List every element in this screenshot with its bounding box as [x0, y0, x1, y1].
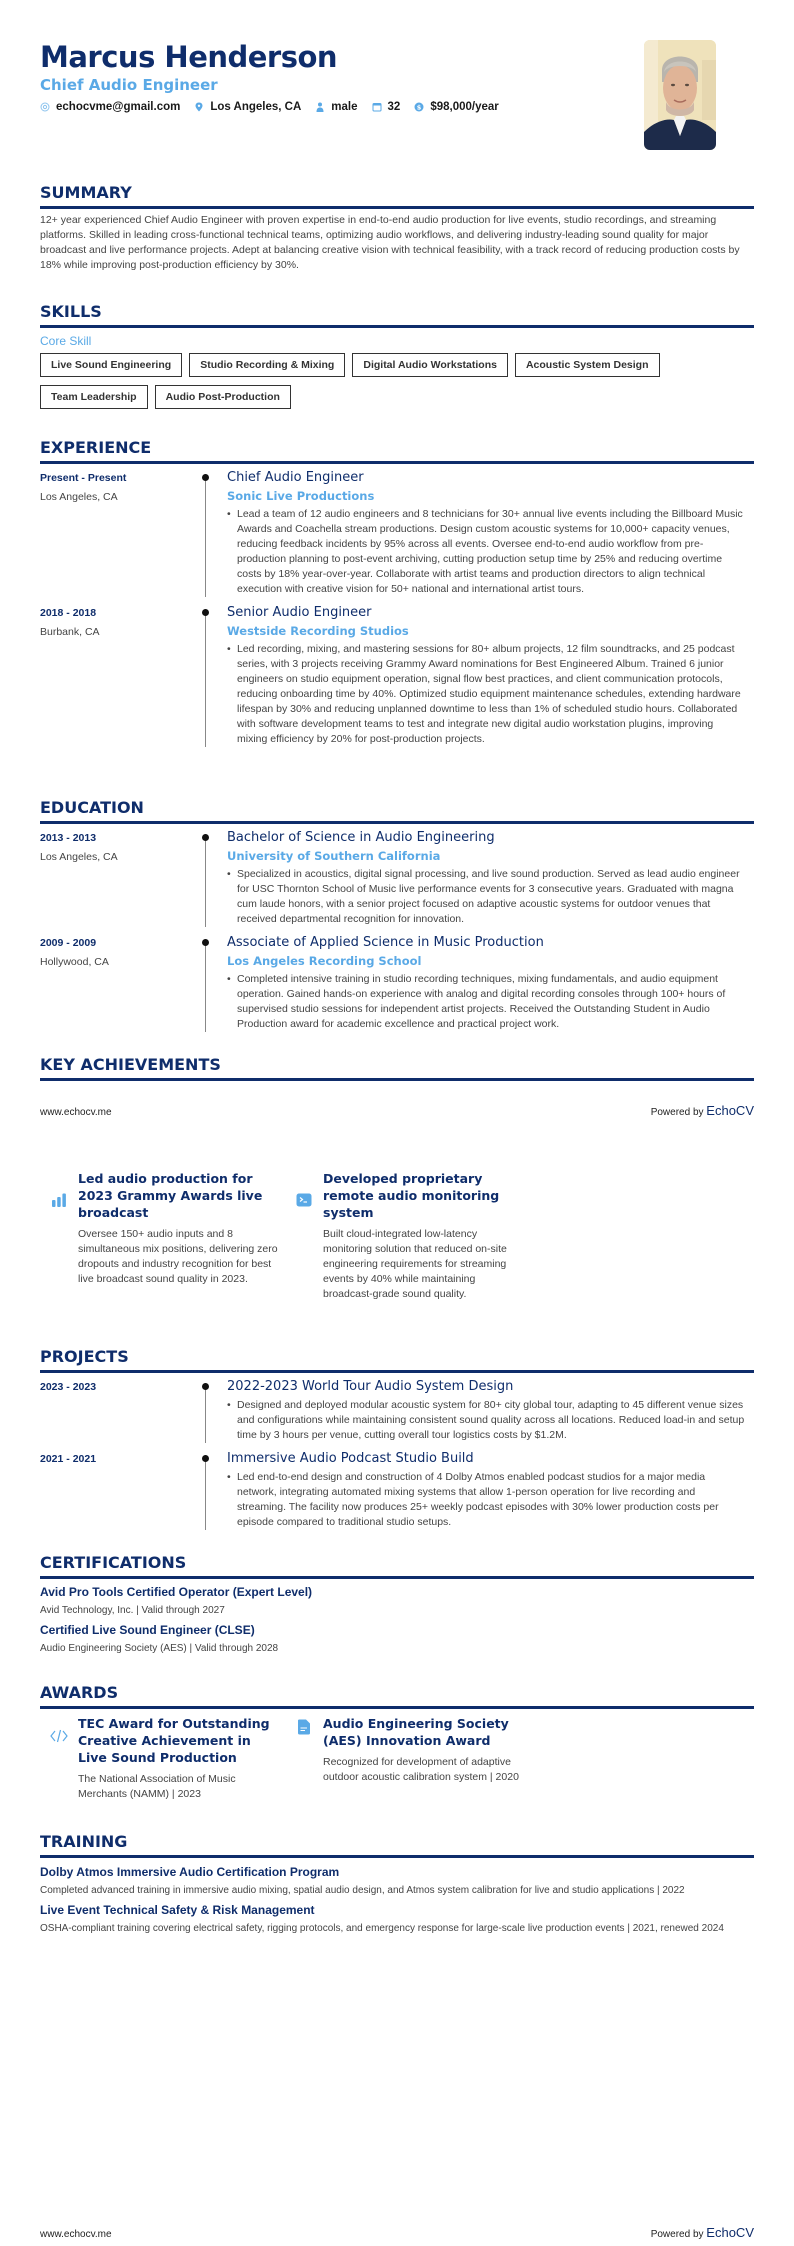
email-text: echocvme@gmail.com — [56, 101, 181, 113]
achievement-card — [285, 1170, 530, 1302]
skill-chip: Studio Recording & Mixing — [189, 353, 345, 377]
entry-bullet: • Led recording, mixing, and mastering sessions for 80+ album projects, 12 film soundtracks, and 25 podcast series, with 3 projects receiving Grammy Award nominations for Best Engineered Album. Trained 6 junior engineers on studio equipment operation, signal flow best practices, and client communication protocols, reducing onboarding time by 40%. Optimized studio equipment maintenance schedules, extending hardware lifespan by 30% and reducing unplanned downtime to less than 1% of scheduled studio hours. Collaborated with software development teams to test and integrate new digital audio workstation plugins, improving mixing efficiency by 20% for post-production projects. — [227, 642, 754, 747]
gender-text: male — [331, 101, 358, 113]
timeline-line — [205, 939, 206, 1032]
entry-title: Chief Audio Engineer — [227, 470, 364, 485]
bullet-text: Specialized in acoustics, digital signal processing, and live sound production. Served as lead audio engineer for USC Thornton School of Music live performance events for 3 consecutive years. Graduated with magna cum laude honors, with a senior project focused on adaptive acoustic systems for outdoor venues that received departmental recognition for innovation. — [237, 868, 740, 925]
achievements-section — [40, 1055, 754, 1081]
education-entry — [40, 830, 754, 927]
certification-name: Certified Live Sound Engineer (CLSE) — [40, 1623, 255, 1637]
contact-salary — [414, 101, 498, 113]
entry-location: Los Angeles, CA — [40, 851, 118, 863]
entry-dates: 2023 - 2023 — [40, 1381, 97, 1393]
entry-bullet: • Specialized in acoustics, digital signal processing, and live sound production. Served as lead audio engineer for USC Thornton School of Music live performance events for 3 consecutive years. Graduated with magna cum laude honors, with a senior project focused on adaptive acoustic systems for outdoor venues that received departmental recognition for innovation. — [227, 867, 754, 927]
contact-gender — [315, 101, 357, 113]
timeline-dot — [202, 474, 209, 481]
at-icon — [40, 102, 50, 112]
entry-bullet: • Completed intensive training in studio recording techniques, mixing fundamentals, and audio equipment operation. Gained hands-on experience with analog and digital recording consoles through 100+ hours of supervised studio sessions for independent artist projects. Received the Outstanding Student in Audio Production award for academic excellence and practical project work. — [227, 972, 754, 1032]
training-detail: OSHA-compliant training covering electrical safety, rigging protocols, and emergency response for large-scale live production events | 2021, renewed 2024 — [40, 1923, 724, 1934]
resume-header — [40, 40, 754, 155]
document-icon — [297, 1719, 311, 1735]
entry-dates: Present - Present — [40, 472, 127, 484]
timeline-line — [205, 609, 206, 747]
award-desc: Recognized for development of adaptive outdoor acoustic calibration system | 2020 — [323, 1756, 519, 1783]
entry-location: Hollywood, CA — [40, 956, 109, 968]
section-heading: EXPERIENCE — [40, 438, 152, 457]
contact-age — [372, 101, 401, 113]
certification-detail: Avid Technology, Inc. | Valid through 2027 — [40, 1605, 225, 1616]
experience-entry — [40, 605, 754, 747]
map-pin-icon — [194, 102, 204, 112]
section-heading: AWARDS — [40, 1683, 119, 1702]
section-divider — [40, 1370, 754, 1373]
section-divider — [40, 1855, 754, 1858]
entry-dates: 2018 - 2018 — [40, 607, 97, 619]
timeline-dot — [202, 939, 209, 946]
certification-name: Avid Pro Tools Certified Operator (Expert Level) — [40, 1585, 313, 1599]
section-divider — [40, 206, 754, 209]
section-heading: PROJECTS — [40, 1347, 129, 1366]
entry-location: Burbank, CA — [40, 626, 100, 638]
achievement-card — [40, 1170, 285, 1302]
timeline-dot — [202, 1455, 209, 1462]
summary-text: 12+ year experienced Chief Audio Engineer with proven expertise in end-to-end audio production for live events, studio recordings, and streaming platforms. Skilled in leading cross-functional technical teams, optimizing audio workflows, and delivering industry-leading sound quality for major broadcast and live performance projects. Adept at balancing creative vision with technical feasibility, with a track record of reducing production costs by 18% while improving post-production efficiency by 30%. — [40, 214, 740, 271]
experience-section — [40, 438, 754, 747]
footer-powered: Powered by EchoCV — [650, 1103, 754, 1118]
section-heading: TRAINING — [40, 1832, 128, 1851]
section-divider — [40, 1576, 754, 1579]
entry-dates: 2009 - 2009 — [40, 937, 97, 949]
training-item — [40, 1864, 754, 1898]
section-divider — [40, 461, 754, 464]
section-heading: EDUCATION — [40, 798, 144, 817]
bullet-text: Designed and deployed modular acoustic system for 80+ city global tour, adapting to 45 different venue sizes and configurations while maintaining consistent sound quality across all locations. Reduced load-in and setup time by 3 hours per venue, cutting overall tour logistics costs by $1.2M. — [237, 1399, 745, 1441]
footer-brand: EchoCV — [706, 2225, 754, 2240]
bullet-text: Lead a team of 12 audio engineers and 8 technicians for 30+ annual live events including the Billboard Music Awards and Coachella stream productions. Design custom acoustic systems for 10,000+ capacity venues, reducing feedback incidents by 95% across all events. Oversee end-to-end audio workflow from pre-production planning to post-event archiving, cutting production setup time by 25% and reducing overtime costs by 18% year-over-year. Collaborate with artist teams and production directors to align technical execution with creative vision for 50+ national and international artist tours. — [237, 508, 743, 595]
section-heading: CERTIFICATIONS — [40, 1553, 187, 1572]
timeline-line — [205, 1383, 206, 1443]
section-heading: SKILLS — [40, 302, 102, 321]
award-desc: The National Association of Music Merchants (NAMM) | 2023 — [78, 1773, 236, 1800]
entry-title: Bachelor of Science in Audio Engineering — [227, 830, 495, 845]
education-entry — [40, 935, 754, 1032]
training-name: Live Event Technical Safety & Risk Management — [40, 1903, 315, 1917]
timeline-dot — [202, 609, 209, 616]
section-divider — [40, 1078, 754, 1081]
location-text: Los Angeles, CA — [210, 101, 302, 113]
award-title: TEC Award for Outstanding Creative Achievement in Live Sound Production — [78, 1716, 270, 1765]
entry-bullet: • Led end-to-end design and construction of 4 Dolby Atmos enabled podcast studios for a major media network, integrating automated mixing systems that allow 1-person operation for live recording and streaming. The facility now produces 25+ weekly podcast episodes with 30% lower production costs per episode compared to traditional studio setups. — [227, 1470, 754, 1530]
training-item — [40, 1902, 754, 1936]
achievements-cards — [40, 1170, 754, 1302]
award-card — [40, 1715, 285, 1802]
footer-url[interactable]: www.echocv.me — [40, 1107, 112, 1118]
entry-organization: Los Angeles Recording School — [227, 954, 422, 968]
achievement-desc: Oversee 150+ audio inputs and 8 simultaneous mix positions, delivering zero dropouts and industry recognition for best live broadcast sound quality in 2023. — [78, 1228, 278, 1285]
contact-location — [194, 101, 301, 113]
salary-text: $98,000/year — [430, 101, 499, 113]
certifications-section — [40, 1553, 754, 1656]
skill-chip: Digital Audio Workstations — [352, 353, 508, 377]
section-heading: SUMMARY — [40, 183, 132, 202]
achievement-title: Led audio production for 2023 Grammy Awards live broadcast — [78, 1171, 263, 1220]
education-section — [40, 798, 754, 1032]
award-card — [285, 1715, 530, 1802]
footer-url[interactable]: www.echocv.me — [40, 2229, 112, 2240]
page-footer — [40, 2225, 754, 2240]
skills-section — [40, 302, 754, 417]
training-name: Dolby Atmos Immersive Audio Certification Program — [40, 1865, 340, 1879]
entry-bullet: • Designed and deployed modular acoustic system for 80+ city global tour, adapting to 45 different venue sizes and configurations while maintaining consistent sound quality across all locations. Reduced load-in and setup time by 3 hours per venue, cutting overall tour logistics costs by $1.2M. — [227, 1399, 745, 1441]
footer-brand: EchoCV — [706, 1103, 754, 1118]
entry-location: Los Angeles, CA — [40, 491, 118, 503]
awards-cards — [40, 1715, 754, 1802]
timeline-dot — [202, 1383, 209, 1390]
candidate-title: Chief Audio Engineer — [40, 76, 218, 94]
timeline-line — [205, 834, 206, 927]
section-divider — [40, 821, 754, 824]
certification-item — [40, 1584, 754, 1618]
timeline-line — [205, 1455, 206, 1530]
award-title: Audio Engineering Society (AES) Innovation Award — [323, 1716, 509, 1748]
achievement-title: Developed proprietary remote audio monitoring system — [323, 1171, 500, 1220]
profile-photo — [644, 40, 716, 150]
entry-title: Senior Audio Engineer — [227, 605, 372, 620]
dollar-coin-icon — [414, 102, 424, 112]
page-footer — [40, 1103, 754, 1118]
bar-chart-icon — [51, 1192, 67, 1208]
contact-email[interactable] — [40, 101, 180, 113]
footer-powered: Powered by EchoCV — [650, 2225, 754, 2240]
skill-chip: Acoustic System Design — [515, 353, 660, 377]
skill-chip: Live Sound Engineering — [40, 353, 182, 377]
entry-dates: 2013 - 2013 — [40, 832, 97, 844]
entry-bullet: • Lead a team of 12 audio engineers and 8 technicians for 30+ annual live events including the Billboard Music Awards and Coachella stream productions. Design custom acoustic systems for 10,000+ capacity venues, reducing feedback incidents by 95% across all events. Oversee end-to-end audio workflow from pre-production planning to post-event archiving, cutting production setup time by 25% and reducing overtime costs by 18% year-over-year. Collaborate with artist teams and production directors to align technical execution with creative vision for 50+ national and international artist tours. — [227, 507, 754, 597]
entry-organization: Sonic Live Productions — [227, 489, 375, 503]
candidate-name: Marcus Henderson — [40, 40, 338, 74]
training-detail: Completed advanced training in immersive audio mixing, spatial audio design, and Atmos system calibration for live and studio applications | 2022 — [40, 1885, 685, 1896]
entry-title: Immersive Audio Podcast Studio Build — [227, 1451, 474, 1466]
skill-group-label: Core Skill — [40, 334, 92, 348]
entry-title: 2022-2023 World Tour Audio System Design — [227, 1379, 514, 1394]
bullet-text: Completed intensive training in studio recording techniques, mixing fundamentals, and audio equipment operation. Gained hands-on experience with analog and digital recording consoles through 100+ hours of supervised studio sessions for independent artist projects. Received the Outstanding Student in Audio Production award for academic excellence and practical project work. — [237, 973, 726, 1030]
bullet-text: Led end-to-end design and construction of 4 Dolby Atmos enabled podcast studios for a major media network, integrating automated mixing systems that allow 1-person operation for live recording and streaming. The facility now produces 25+ weekly podcast episodes with 30% lower production costs per episode compared to traditional studio setups. — [237, 1471, 719, 1528]
age-text: 32 — [387, 101, 401, 113]
code-icon — [50, 1729, 68, 1743]
section-heading: KEY ACHIEVEMENTS — [40, 1055, 221, 1074]
section-divider — [40, 325, 754, 328]
timeline-line — [205, 474, 206, 597]
timeline-dot — [202, 834, 209, 841]
calendar-icon — [372, 102, 382, 112]
project-entry — [40, 1451, 754, 1530]
awards-section — [40, 1683, 754, 1802]
entry-title: Associate of Applied Science in Music Production — [227, 935, 544, 950]
skill-chip: Team Leadership — [40, 385, 148, 409]
certification-detail: Audio Engineering Society (AES) | Valid through 2028 — [40, 1643, 279, 1654]
summary-section — [40, 183, 754, 273]
achievement-desc: Built cloud-integrated low-latency monitoring solution that reduced on-site engineering requirements for streaming events by 40% while maintaining broadcast-grade sound quality. — [323, 1228, 507, 1300]
terminal-icon — [296, 1192, 312, 1208]
certification-item — [40, 1622, 754, 1656]
portrait-image — [644, 40, 716, 150]
skill-chips — [40, 353, 754, 417]
entry-organization: Westside Recording Studios — [227, 624, 409, 638]
entry-organization: University of Southern California — [227, 849, 441, 863]
skill-chip: Audio Post-Production — [155, 385, 291, 409]
project-entry — [40, 1379, 754, 1443]
person-icon — [315, 102, 325, 112]
training-section — [40, 1832, 754, 1936]
svg-text:$: $ — [417, 103, 422, 112]
projects-section — [40, 1347, 754, 1530]
section-divider — [40, 1706, 754, 1709]
entry-dates: 2021 - 2021 — [40, 1453, 97, 1465]
bullet-text: Led recording, mixing, and mastering sessions for 80+ album projects, 12 film soundtracks, and 25 podcast series, with 3 projects receiving Grammy Award nominations for Best Engineered Album. Trained 6 junior engineers on studio equipment operation, signal flow best practices, and client communication protocols, reducing onboarding time by 40%. Optimized studio equipment maintenance schedules, extending hardware lifespan by 30% and reducing unplanned downtime to less than 1% of scheduled studio hours. Collaborated with software development teams to test and integrate new digital audio workstation plugins, improving mixing efficiency by 20% for post-production projects. — [237, 643, 741, 745]
experience-entry — [40, 470, 754, 597]
